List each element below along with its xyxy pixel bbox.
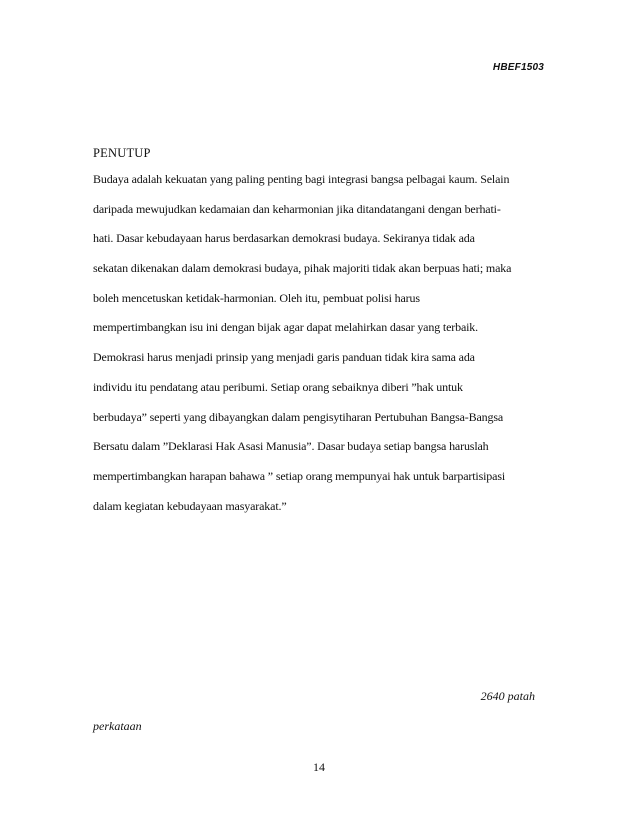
paragraph-line: Demokrasi harus menjadi prinsip yang menjadi garis panduan tidak kira sama ada bbox=[93, 350, 475, 365]
paragraph-line: berbudaya” seperti yang dibayangkan dalam pengisytiharan Pertubuhan Bangsa-Bangsa bbox=[93, 409, 504, 424]
paragraph-line: Budaya adalah kekuatan yang paling penting bagi integrasi bangsa pelbagai kaum. Selain bbox=[93, 172, 510, 186]
paragraph-line: sekatan dikenakan dalam demokrasi budaya, pihak majoriti tidak akan berpuas hati; maka bbox=[93, 261, 512, 276]
word-count: 2640 patah bbox=[480, 689, 535, 703]
paragraph-line: mempertimbangkan isu ini dengan bijak agar dapat melahirkan dasar yang terbaik. bbox=[93, 320, 479, 335]
section-heading: PENUTUP bbox=[93, 146, 151, 160]
paragraph-line: Bersatu dalam ”Deklarasi Hak Asasi Manusia”. Dasar budaya setiap bangsa haruslah bbox=[93, 439, 489, 454]
page-number: 14 bbox=[313, 760, 325, 774]
body-paragraph bbox=[93, 170, 548, 526]
paragraph-line: daripada mewujudkan kedamaian dan keharmonian jika ditandatangani dengan berhati- bbox=[93, 201, 501, 216]
paragraph-line: mempertimbangkan harapan bahawa ” setiap orang mempunyai hak untuk barpartisipasi bbox=[93, 468, 506, 483]
paragraph-line: boleh mencetuskan ketidak-harmonian. Oleh itu, pembuat polisi harus bbox=[93, 290, 420, 305]
paragraph-line: hati. Dasar kebudayaan harus berdasarkan demokrasi budaya. Sekiranya tidak ada bbox=[93, 231, 475, 246]
word-count-unit: perkataan bbox=[93, 719, 142, 733]
paragraph-line: dalam kegiatan kebudayaan masyarakat.” bbox=[93, 498, 287, 513]
header-course-code: HBEF1503 bbox=[492, 62, 544, 73]
paragraph-line: individu itu pendatang atau peribumi. Setiap orang sebaiknya diberi ”hak untuk bbox=[93, 379, 463, 394]
